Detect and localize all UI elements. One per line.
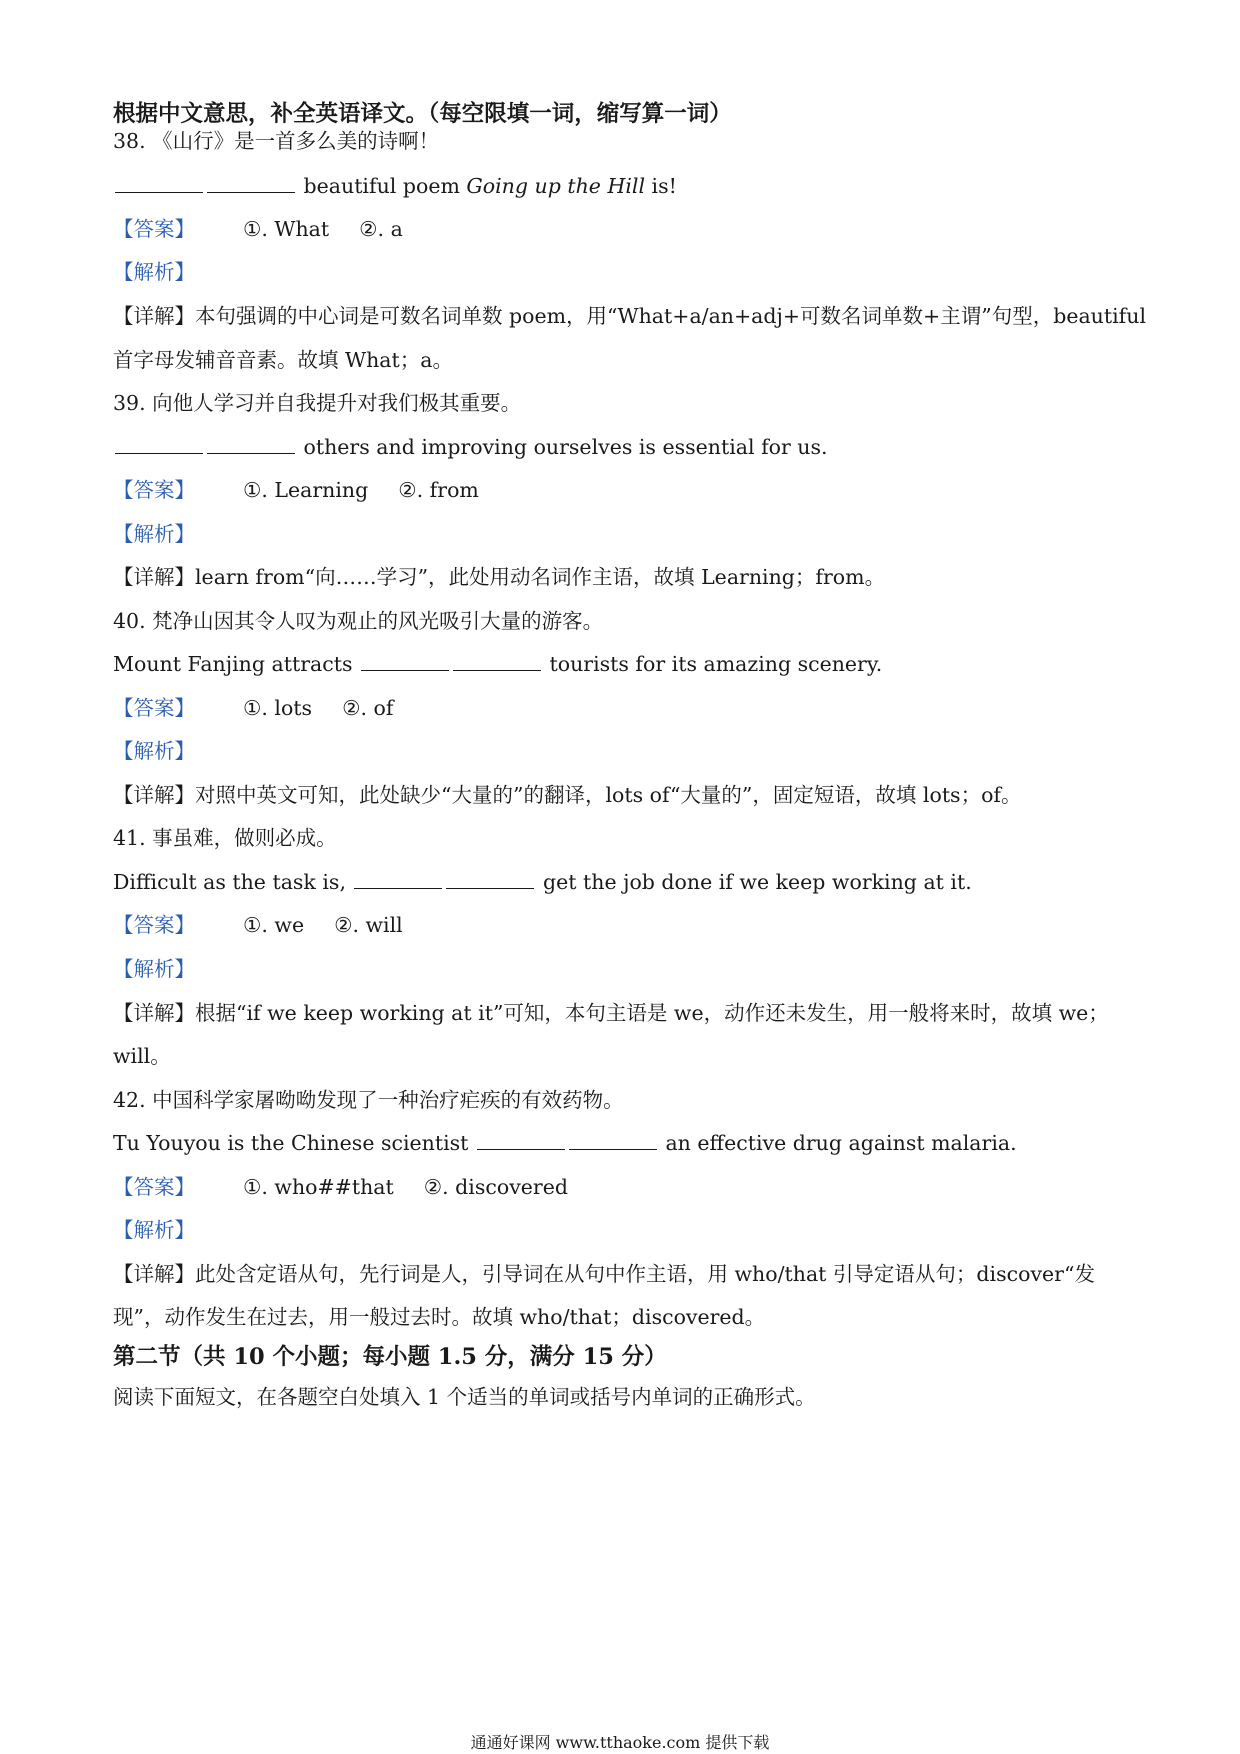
analysis-tag: 【解析】 [113, 522, 195, 546]
answer-row [113, 912, 403, 938]
question-39-chinese: 39. 向他人学习并自我提升对我们极其重要。 [113, 391, 522, 415]
blank-1 [361, 652, 449, 671]
answer-tag: 【答案】 [113, 1175, 195, 1199]
question-38-english: beautiful poem Going up the Hill is! [113, 173, 677, 199]
answer-2: ②. discovered [423, 1175, 568, 1199]
detail-line: 【详解】根据“if we keep working at it”可知，本句主语是 we，动作还未发生，用一般将来时，故填 we； [113, 1001, 1109, 1025]
detail-line: 【详解】learn from“向……学习”，此处用动名词作主语，故填 Learning；from。 [113, 565, 886, 589]
blank-1 [354, 870, 442, 889]
poem-title: Going up the Hill [466, 174, 646, 198]
answer-2: ②. will [334, 913, 403, 937]
detail-line: 现”，动作发生在过去，用一般过去时。故填 who/that；discovered。 [113, 1305, 766, 1329]
section-heading: 根据中文意思，补全英语译文。（每空限填一词，缩写算一词） [113, 101, 732, 127]
answer-1: ①. lots [243, 696, 313, 720]
answer-tag: 【答案】 [113, 696, 195, 720]
section-2-heading: 第二节（共 10 个小题；每小题 1.5 分，满分 15 分） [113, 1344, 667, 1370]
analysis-tag: 【解析】 [113, 260, 195, 284]
question-40-chinese: 40. 梵净山因其令人叹为观止的风光吸引大量的游客。 [113, 609, 604, 633]
blank-2 [207, 435, 295, 454]
blank-1 [477, 1131, 565, 1150]
analysis-tag: 【解析】 [113, 1218, 195, 1242]
answer-row [113, 477, 479, 503]
answer-1: ①. who##that [243, 1175, 394, 1199]
question-38-chinese: 38. 《山行》是一首多么美的诗啊！ [113, 129, 440, 153]
answer-tag: 【答案】 [113, 913, 195, 937]
answer-tag: 【答案】 [113, 478, 195, 502]
answer-row [113, 695, 393, 721]
page-footer: 通通好课网 www.tthaoke.com 提供下载 [470, 1733, 770, 1752]
section-2-instruction: 阅读下面短文，在各题空白处填入 1 个适当的单词或括号内单词的正确形式。 [113, 1385, 816, 1409]
blank-2 [446, 870, 534, 889]
blank-2 [453, 652, 541, 671]
question-42-english: Tu Youyou is the Chinese scientist an effective drug against malaria. [113, 1131, 1017, 1155]
analysis-tag: 【解析】 [113, 957, 195, 981]
question-42-chinese: 42. 中国科学家屠呦呦发现了一种治疗疟疾的有效药物。 [113, 1088, 624, 1112]
answer-1: ①. Learning [243, 478, 369, 502]
analysis-tag: 【解析】 [113, 739, 195, 763]
question-41-chinese: 41. 事虽难，做则必成。 [113, 826, 337, 850]
detail-line: 【详解】此处含定语从句，先行词是人，引导词在从句中作主语，用 who/that 引导定语从句；discover“发 [113, 1262, 1095, 1286]
detail-line: 【详解】对照中英文可知，此处缺少“大量的”的翻译，lots of“大量的”，固定短语，故填 lots；of。 [113, 783, 1022, 807]
question-40-english: Mount Fanjing attracts tourists for its amazing scenery. [113, 652, 883, 676]
answer-row [113, 1174, 568, 1200]
answer-1: ①. we [243, 913, 305, 937]
detail-line: 【详解】本句强调的中心词是可数名词单数 poem，用“What+a/an+adj+可数名词单数+主谓”句型，beautiful [113, 304, 1147, 328]
blank-1 [115, 174, 203, 193]
blank-1 [115, 435, 203, 454]
detail-line: will。 [113, 1044, 171, 1068]
blank-2 [207, 174, 295, 193]
detail-line: 首字母发辅音音素。故填 What；a。 [113, 348, 453, 372]
blank-2 [569, 1131, 657, 1150]
answer-2: ②. from [398, 478, 479, 502]
answer-tag: 【答案】 [113, 217, 195, 241]
question-39-english: others and improving ourselves is essential for us. [113, 434, 828, 460]
answer-row [113, 216, 403, 242]
answer-1: ①. What [243, 217, 330, 241]
question-41-english: Difficult as the task is, get the job done if we keep working at it. [113, 870, 972, 894]
answer-2: ②. a [359, 217, 403, 241]
answer-2: ②. of [342, 696, 394, 720]
